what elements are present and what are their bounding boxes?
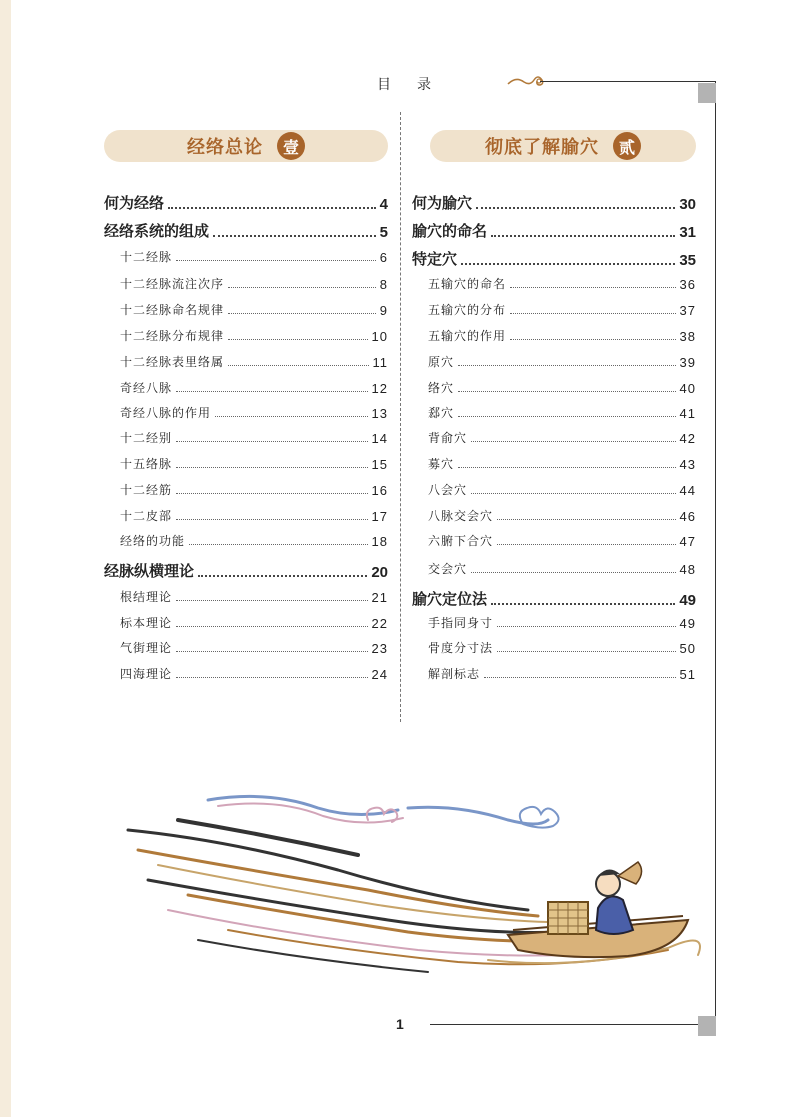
toc-entry-title: 募穴: [428, 457, 455, 471]
toc-entry-minor[interactable]: [120, 275, 388, 292]
dot-leader: [491, 603, 675, 605]
dot-leader: [510, 339, 676, 340]
toc-page-number: 22: [371, 616, 388, 631]
toc-entry-title: 十二经脉: [120, 250, 173, 264]
toc-entry-title: 经络系统的组成: [104, 222, 210, 240]
toc-entry-major[interactable]: [412, 588, 696, 609]
toc-entry-minor[interactable]: [120, 481, 388, 498]
toc-page-number: 4: [379, 196, 388, 213]
toc-entry-minor[interactable]: [120, 353, 388, 370]
toc-entry-minor[interactable]: [120, 588, 388, 605]
dot-leader: [458, 391, 676, 392]
toc-page-number: 39: [679, 355, 696, 370]
toc-entry-title: 四海理论: [120, 667, 173, 681]
toc-page-number: 37: [679, 303, 696, 318]
toc-page-number: 31: [679, 224, 696, 241]
toc-page-number: 11: [372, 355, 388, 370]
dot-leader: [228, 365, 368, 366]
dot-leader: [458, 416, 676, 417]
toc-page-number: 21: [371, 590, 388, 605]
toc-entry-title: 十二经筋: [120, 483, 173, 497]
toc-entry-title: 十二经脉流注次序: [120, 277, 225, 291]
toc-page-number: 10: [371, 329, 388, 344]
toc-entry-title: 经脉纵横理论: [104, 562, 195, 580]
banner-title: 彻底了解腧穴: [485, 137, 599, 158]
page-number: 1: [396, 1016, 404, 1032]
toc-entry-title: 手指同身寸: [428, 616, 494, 630]
toc-entry-title: 根结理论: [120, 590, 173, 604]
dot-leader: [228, 287, 376, 288]
dot-leader: [176, 600, 368, 601]
toc-page-number: 13: [371, 406, 388, 421]
boat-illustration: [108, 780, 708, 1000]
toc-page-number: 18: [371, 534, 388, 549]
toc-entry-title: 郄穴: [428, 406, 455, 420]
toc-entry-minor[interactable]: [428, 665, 696, 682]
dot-leader: [497, 544, 676, 545]
toc-entry-minor[interactable]: [428, 275, 696, 292]
toc-entry-title: 背俞穴: [428, 431, 468, 445]
dot-leader: [497, 519, 676, 520]
dot-leader: [458, 467, 676, 468]
toc-entry-title: 特定穴: [412, 250, 458, 268]
toc-page-number: 6: [379, 250, 388, 265]
toc-page-number: 5: [379, 224, 388, 241]
toc-entry-title: 络穴: [428, 381, 455, 395]
dot-leader: [510, 313, 676, 314]
toc-entry-minor[interactable]: [120, 455, 388, 472]
toc-entry-minor[interactable]: [120, 614, 388, 631]
toc-entry-title: 八会穴: [428, 483, 468, 497]
toc-page-number: 30: [679, 196, 696, 213]
dot-leader: [491, 235, 675, 237]
toc-entry-minor[interactable]: [120, 301, 388, 318]
toc-entry-major[interactable]: [104, 560, 388, 581]
toc-entry-major[interactable]: [104, 192, 388, 213]
dot-leader: [176, 467, 368, 468]
toc-page-number: 49: [679, 592, 696, 609]
toc-page-number: 42: [679, 431, 696, 446]
toc-entry-major[interactable]: [412, 220, 696, 241]
toc-page-number: 51: [679, 667, 696, 682]
toc-page-number: 46: [679, 509, 696, 524]
title-char-1: 目: [377, 77, 393, 93]
toc-entry-title: 十五络脉: [120, 457, 173, 471]
dot-leader: [176, 519, 368, 520]
toc-page-number: 16: [371, 483, 388, 498]
toc-page-number: 35: [679, 252, 696, 269]
dot-leader: [228, 313, 376, 314]
toc-entry-title: 何为经络: [104, 194, 165, 212]
dot-leader: [176, 651, 368, 652]
section-banner-right: [430, 130, 696, 162]
toc-entry-minor[interactable]: [428, 327, 696, 344]
toc-page-number: 23: [371, 641, 388, 656]
dot-leader: [497, 651, 676, 652]
dot-leader: [471, 441, 676, 442]
dot-leader: [168, 207, 376, 209]
toc-page-number: 50: [679, 641, 696, 656]
dot-leader: [176, 677, 368, 678]
toc-entry-minor[interactable]: [428, 353, 696, 370]
section-banner-left: [104, 130, 388, 162]
toc-entry-title: 经络的功能: [120, 534, 186, 548]
dot-leader: [176, 626, 368, 627]
toc-entry-minor[interactable]: [428, 507, 696, 524]
toc-page-number: 8: [379, 277, 388, 292]
toc-page-number: 47: [679, 534, 696, 549]
toc-entry-minor[interactable]: [120, 429, 388, 446]
toc-entry-title: 十二皮部: [120, 509, 173, 523]
banner-title: 经络总论: [187, 137, 263, 158]
toc-entry-title: 何为腧穴: [412, 194, 473, 212]
dot-leader: [510, 287, 676, 288]
footer-rule: [430, 1024, 716, 1025]
toc-entry-title: 气街理论: [120, 641, 173, 655]
toc-entry-title: 腧穴的命名: [412, 222, 488, 240]
toc-entry-minor[interactable]: [120, 639, 388, 656]
toc-entry-minor[interactable]: [428, 301, 696, 318]
toc-entry-title: 五输穴的分布: [428, 303, 507, 317]
toc-page-number: 44: [679, 483, 696, 498]
dot-leader: [176, 493, 368, 494]
toc-entry-minor[interactable]: [120, 404, 388, 421]
toc-entry-title: 解剖标志: [428, 667, 481, 681]
dot-leader: [471, 493, 676, 494]
toc-entry-title: 奇经八脉: [120, 381, 173, 395]
dot-leader: [497, 626, 676, 627]
toc-entry-minor[interactable]: [428, 455, 696, 472]
toc-entry-minor[interactable]: [120, 665, 388, 682]
dot-leader: [215, 416, 368, 417]
toc-page-number: 41: [679, 406, 696, 421]
dot-leader: [213, 235, 376, 237]
toc-entry-minor[interactable]: [428, 404, 696, 421]
toc-page-number: 24: [371, 667, 388, 682]
toc-page-number: 17: [371, 509, 388, 524]
toc-entry-minor[interactable]: [428, 379, 696, 396]
dot-leader: [476, 207, 675, 209]
banner-badge: 壹: [277, 132, 305, 160]
toc-page-number: 48: [679, 562, 696, 577]
toc-entry-title: 十二经脉分布规律: [120, 329, 225, 343]
toc-entry-minor[interactable]: [120, 379, 388, 396]
toc-entry-minor[interactable]: [428, 639, 696, 656]
dot-leader: [461, 263, 675, 265]
toc-page-number: 14: [371, 431, 388, 446]
toc-entry-title: 十二经脉命名规律: [120, 303, 225, 317]
toc-entry-minor[interactable]: [428, 614, 696, 631]
page-title: [360, 74, 450, 94]
toc-entry-title: 十二经脉表里络属: [120, 355, 225, 369]
toc-page-number: 38: [679, 329, 696, 344]
toc-page-number: 12: [371, 381, 388, 396]
dot-leader: [458, 365, 676, 366]
toc-page-number: 20: [371, 564, 388, 581]
toc-entry-title: 十二经别: [120, 431, 173, 445]
toc-entry-title: 交会穴: [428, 562, 468, 576]
toc-page-number: 9: [379, 303, 388, 318]
toc-page-number: 43: [679, 457, 696, 472]
toc-entry-minor[interactable]: [428, 481, 696, 498]
dot-leader: [471, 572, 676, 573]
toc-entry-title: 骨度分寸法: [428, 641, 494, 655]
toc-entry-title: 八脉交会穴: [428, 509, 494, 523]
toc-page-number: 49: [679, 616, 696, 631]
toc-page-number: 36: [679, 277, 696, 292]
dot-leader: [176, 441, 368, 442]
toc-entry-major[interactable]: [412, 248, 696, 269]
toc-entry-title: 六腑下合穴: [428, 534, 494, 548]
toc-entry-title: 原穴: [428, 355, 455, 369]
dot-leader: [176, 260, 376, 261]
toc-entry-minor[interactable]: [120, 248, 388, 265]
corner-tab-bottom: [698, 1016, 716, 1036]
toc-entry-major[interactable]: [104, 220, 388, 241]
toc-entry-minor[interactable]: [120, 327, 388, 344]
toc-entry-minor[interactable]: [428, 429, 696, 446]
dot-leader: [198, 575, 367, 577]
toc-entry-minor[interactable]: [428, 532, 696, 549]
dot-leader: [228, 339, 368, 340]
title-char-2: 录: [417, 77, 433, 93]
toc-entry-major[interactable]: [412, 192, 696, 213]
toc-entry-minor[interactable]: [120, 507, 388, 524]
toc-entry-title: 标本理论: [120, 616, 173, 630]
corner-tab-top: [698, 83, 716, 103]
toc-entry-title: 腧穴定位法: [412, 590, 488, 608]
dot-leader: [189, 544, 368, 545]
banner-badge: 贰: [613, 132, 641, 160]
toc-page-number: 40: [679, 381, 696, 396]
column-divider: [400, 112, 401, 722]
toc-entry-minor[interactable]: [120, 532, 388, 549]
dot-leader: [484, 677, 676, 678]
toc-entry-title: 五输穴的命名: [428, 277, 507, 291]
toc-entry-minor[interactable]: [428, 560, 696, 577]
toc-entry-title: 奇经八脉的作用: [120, 406, 212, 420]
toc-page-number: 15: [371, 457, 388, 472]
toc-entry-title: 五输穴的作用: [428, 329, 507, 343]
page-spine-strip: [0, 0, 11, 1117]
dot-leader: [176, 391, 368, 392]
